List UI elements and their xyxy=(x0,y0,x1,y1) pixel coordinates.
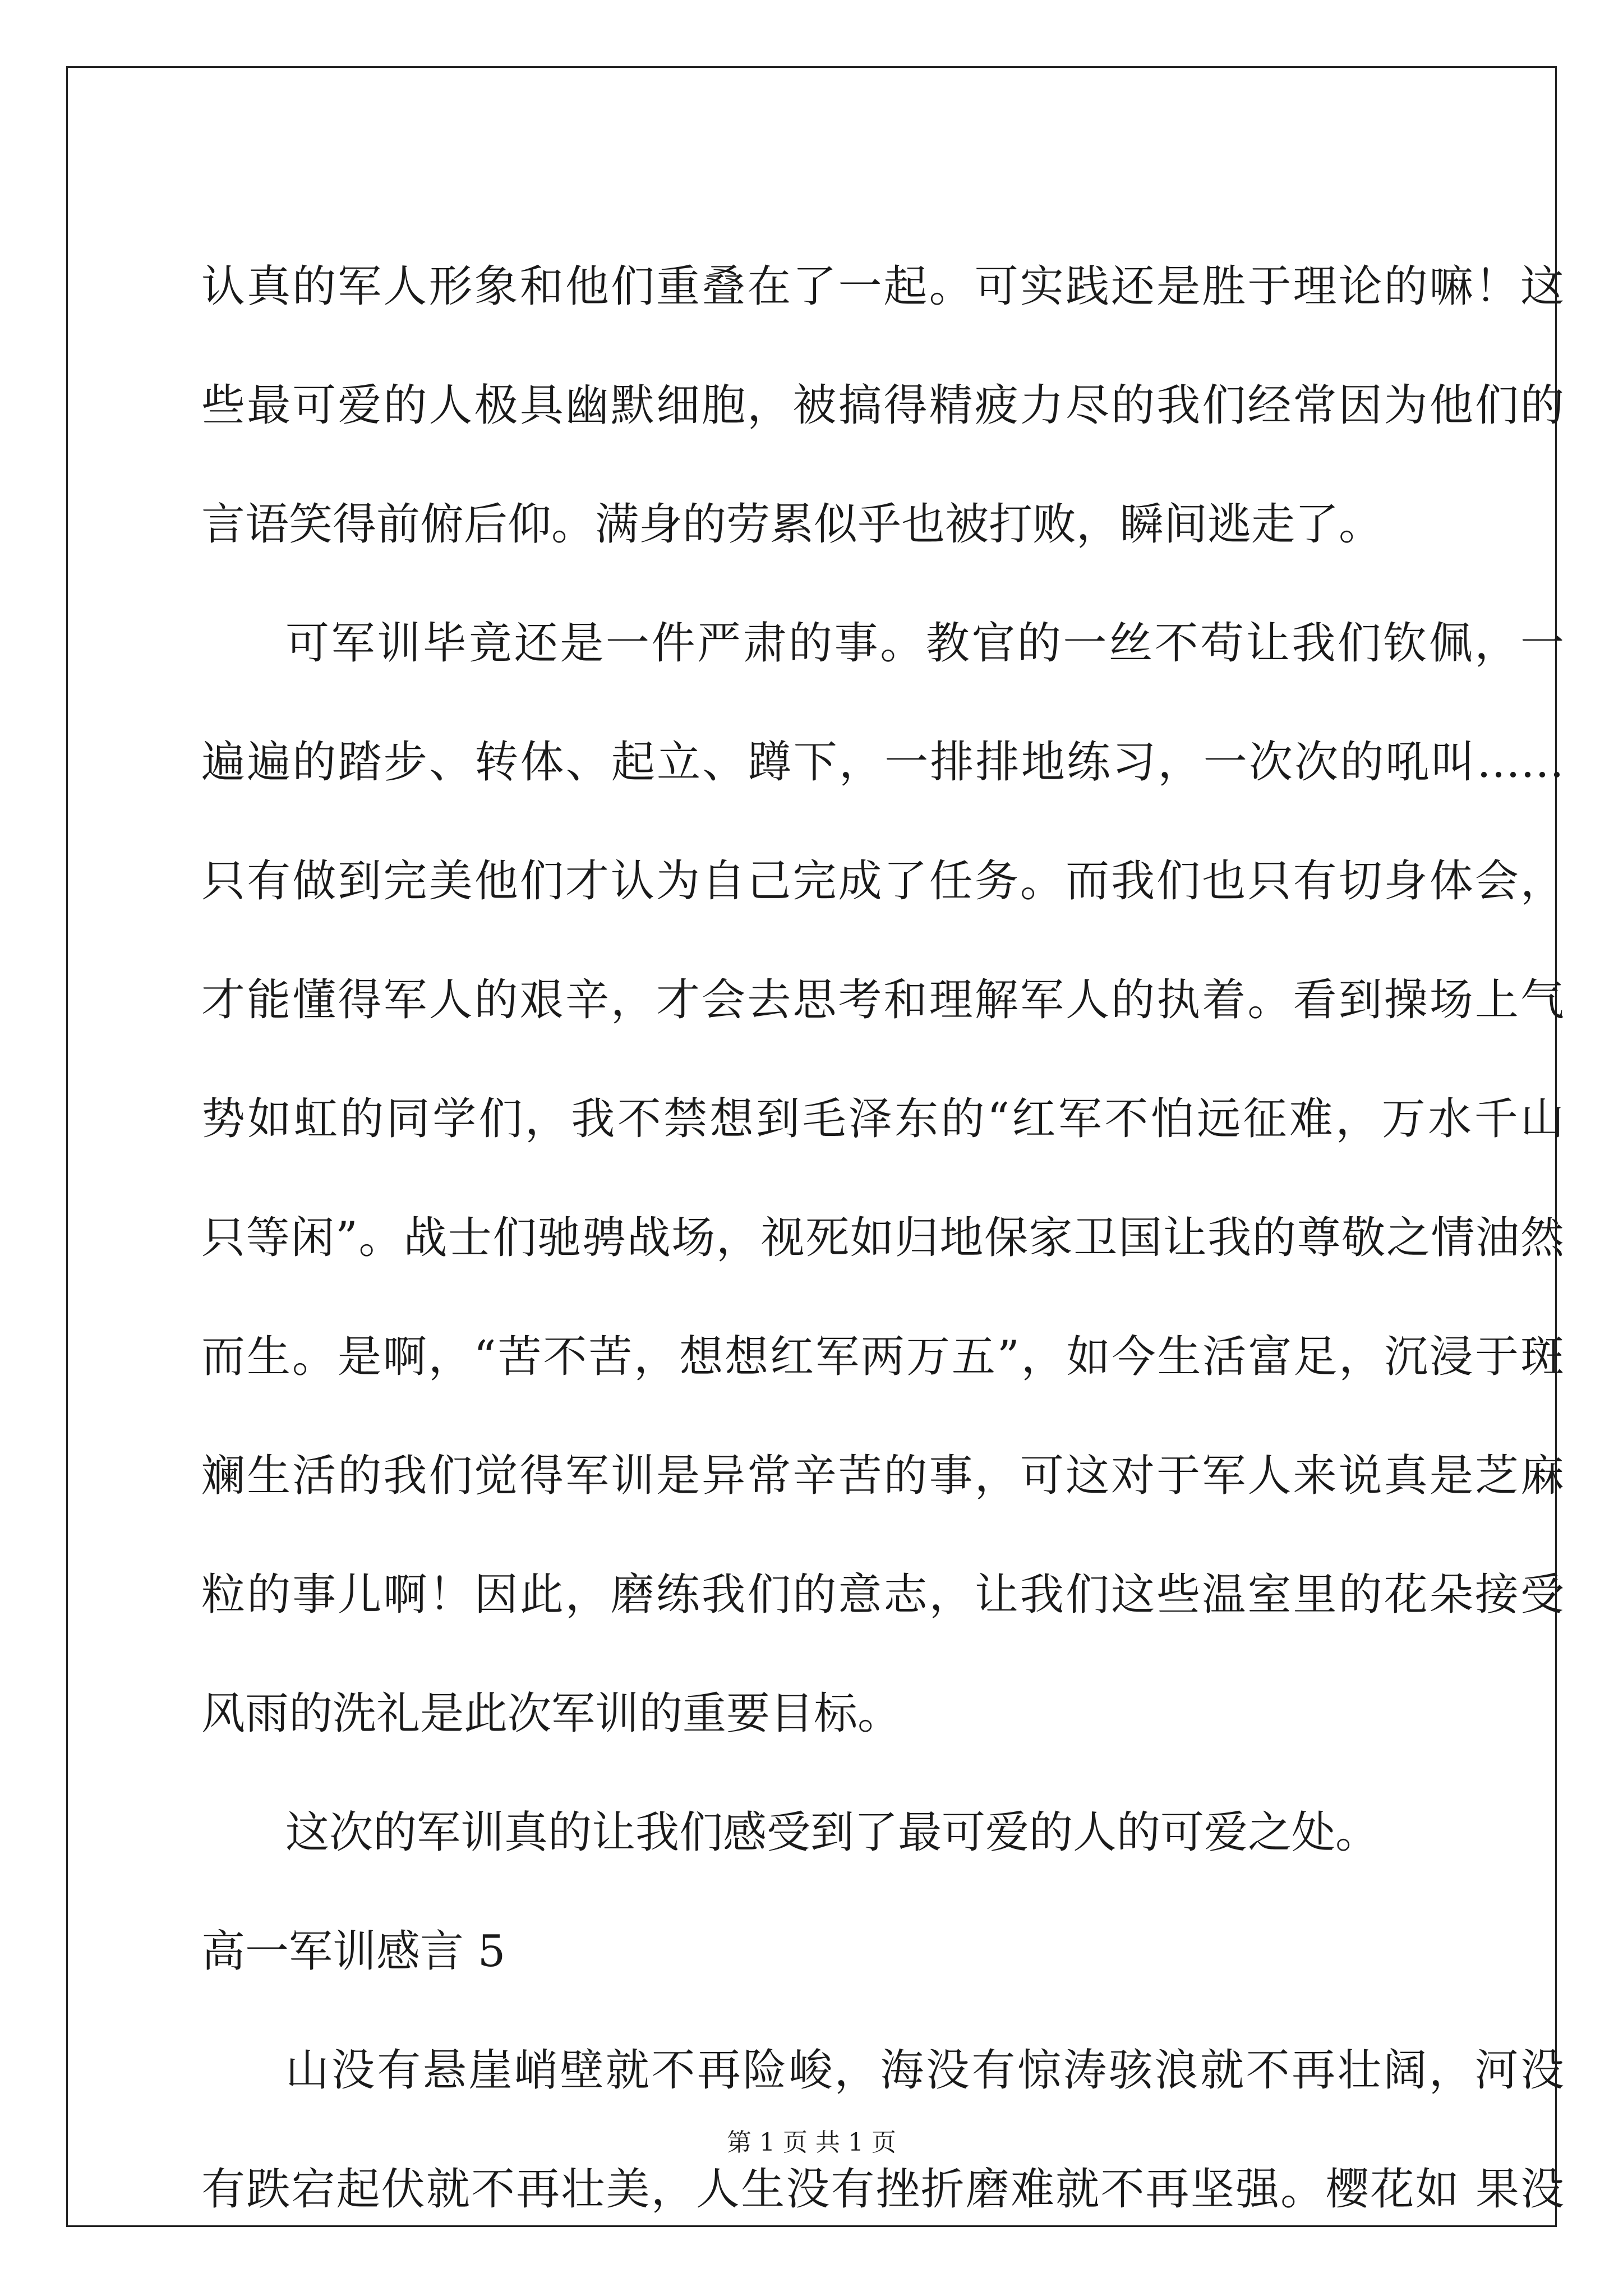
paragraph-line: 言语笑得前俯后仰。满身的劳累似乎也被打败，瞬间逃走了。 xyxy=(201,499,1383,550)
paragraph-line: 斓生活的我们觉得军训是异常辛苦的事，可这对于军人来说真是芝麻 xyxy=(201,1451,1564,1501)
page-footer: 第 1 页 共 1 页 xyxy=(727,2128,896,2157)
paragraph-line: 遍遍的踏步、转体、起立、蹲下，一排排地练习，一次次的吼叫…… xyxy=(201,737,1564,788)
paragraph-line: 风雨的洗礼是此次军训的重要目标。 xyxy=(201,1688,902,1739)
paragraph-line: 可军训毕竟还是一件严肃的事。教官的一丝不苟让我们钦佩，一 xyxy=(285,618,1564,669)
paragraph-line: 只等闲”。战士们驰骋战场，视死如归地保家卫国让我的尊敬之情油然 xyxy=(201,1213,1564,1263)
section-heading: 高一军训感言 5 xyxy=(201,1926,506,1977)
paragraph-line: 而生。是啊，“苦不苦，想想红军两万五”，如今生活富足，沉浸于斑 xyxy=(201,1332,1564,1382)
paragraph-line: 认真的军人形象和他们重叠在了一起。可实践还是胜于理论的嘛！这 xyxy=(201,261,1564,312)
paragraph-line: 粒的事儿啊！因此，磨练我们的意志，让我们这些温室里的花朵接受 xyxy=(201,1570,1564,1620)
page-frame xyxy=(66,66,1564,2227)
paragraph-line: 些最可爱的人极具幽默细胞，被搞得精疲力尽的我们经常因为他们的 xyxy=(201,380,1564,431)
paragraph-line: 只有做到完美他们才认为自己完成了任务。而我们也只有切身体会， xyxy=(201,856,1564,907)
paragraph-line: 才能懂得军人的艰辛，才会去思考和理解军人的执着。看到操场上气 xyxy=(201,975,1564,1025)
paragraph-line: 有跌宕起伏就不再壮美，人生没有挫折磨难就不再坚强。樱花如 果没 xyxy=(201,2164,1564,2215)
paragraph-line: 势如虹的同学们，我不禁想到毛泽东的“红军不怕远征难，万水千山 xyxy=(201,1094,1564,1144)
paragraph-line: 这次的军训真的让我们感受到了最可爱的人的可爱之处。 xyxy=(285,1807,1380,1858)
paragraph-line: 山没有悬崖峭壁就不再险峻，海没有惊涛骇浪就不再壮阔，河没 xyxy=(285,2045,1564,2096)
